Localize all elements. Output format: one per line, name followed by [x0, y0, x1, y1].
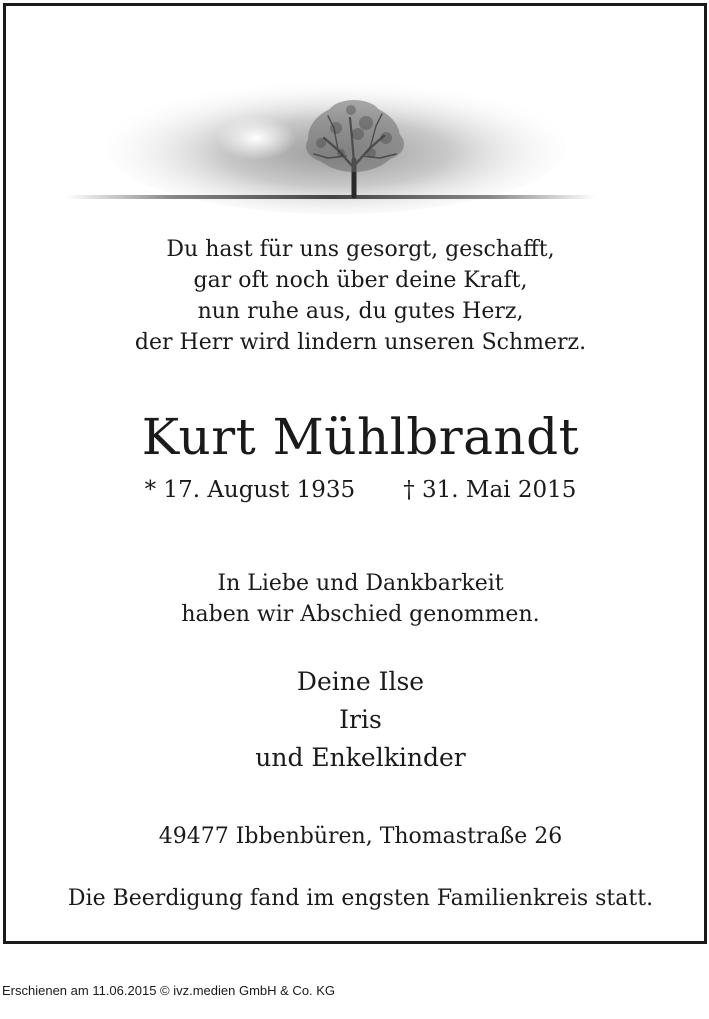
mourners-list [6, 663, 709, 777]
poem [6, 234, 709, 358]
life-dates [6, 474, 709, 506]
poem-line: nun ruhe aus, du gutes Herz, [197, 299, 524, 324]
farewell-text [6, 568, 709, 630]
deceased-name: Kurt Mühlbrandt [141, 408, 580, 466]
farewell-line: haben wir Abschied genommen. [181, 602, 540, 627]
poem-line: gar oft noch über deine Kraft, [193, 268, 528, 293]
mourner: Iris [339, 705, 382, 734]
mourner: und Enkelkinder [255, 743, 466, 772]
funeral-note: Die Beerdigung fand im engsten Familienkreis statt. [67, 886, 654, 911]
publication-footer: Erschienen am 11.06.2015 © ivz.medien GmbH & Co. KG [2, 983, 336, 998]
birth-date: * 17. August 1935 [144, 477, 356, 503]
poem-line: der Herr wird lindern unseren Schmerz. [134, 330, 587, 355]
death-date: † 31. Mai 2015 [403, 477, 577, 503]
address: 49477 Ibbenbüren, Thomastraße 26 [158, 824, 563, 849]
mourner: Deine Ilse [296, 667, 425, 696]
obituary-frame [3, 3, 707, 944]
farewell-line: In Liebe und Dankbarkeit [217, 571, 504, 596]
tree-landscape-icon [66, 68, 596, 218]
poem-line: Du hast für uns gesorgt, geschafft, [166, 237, 555, 262]
